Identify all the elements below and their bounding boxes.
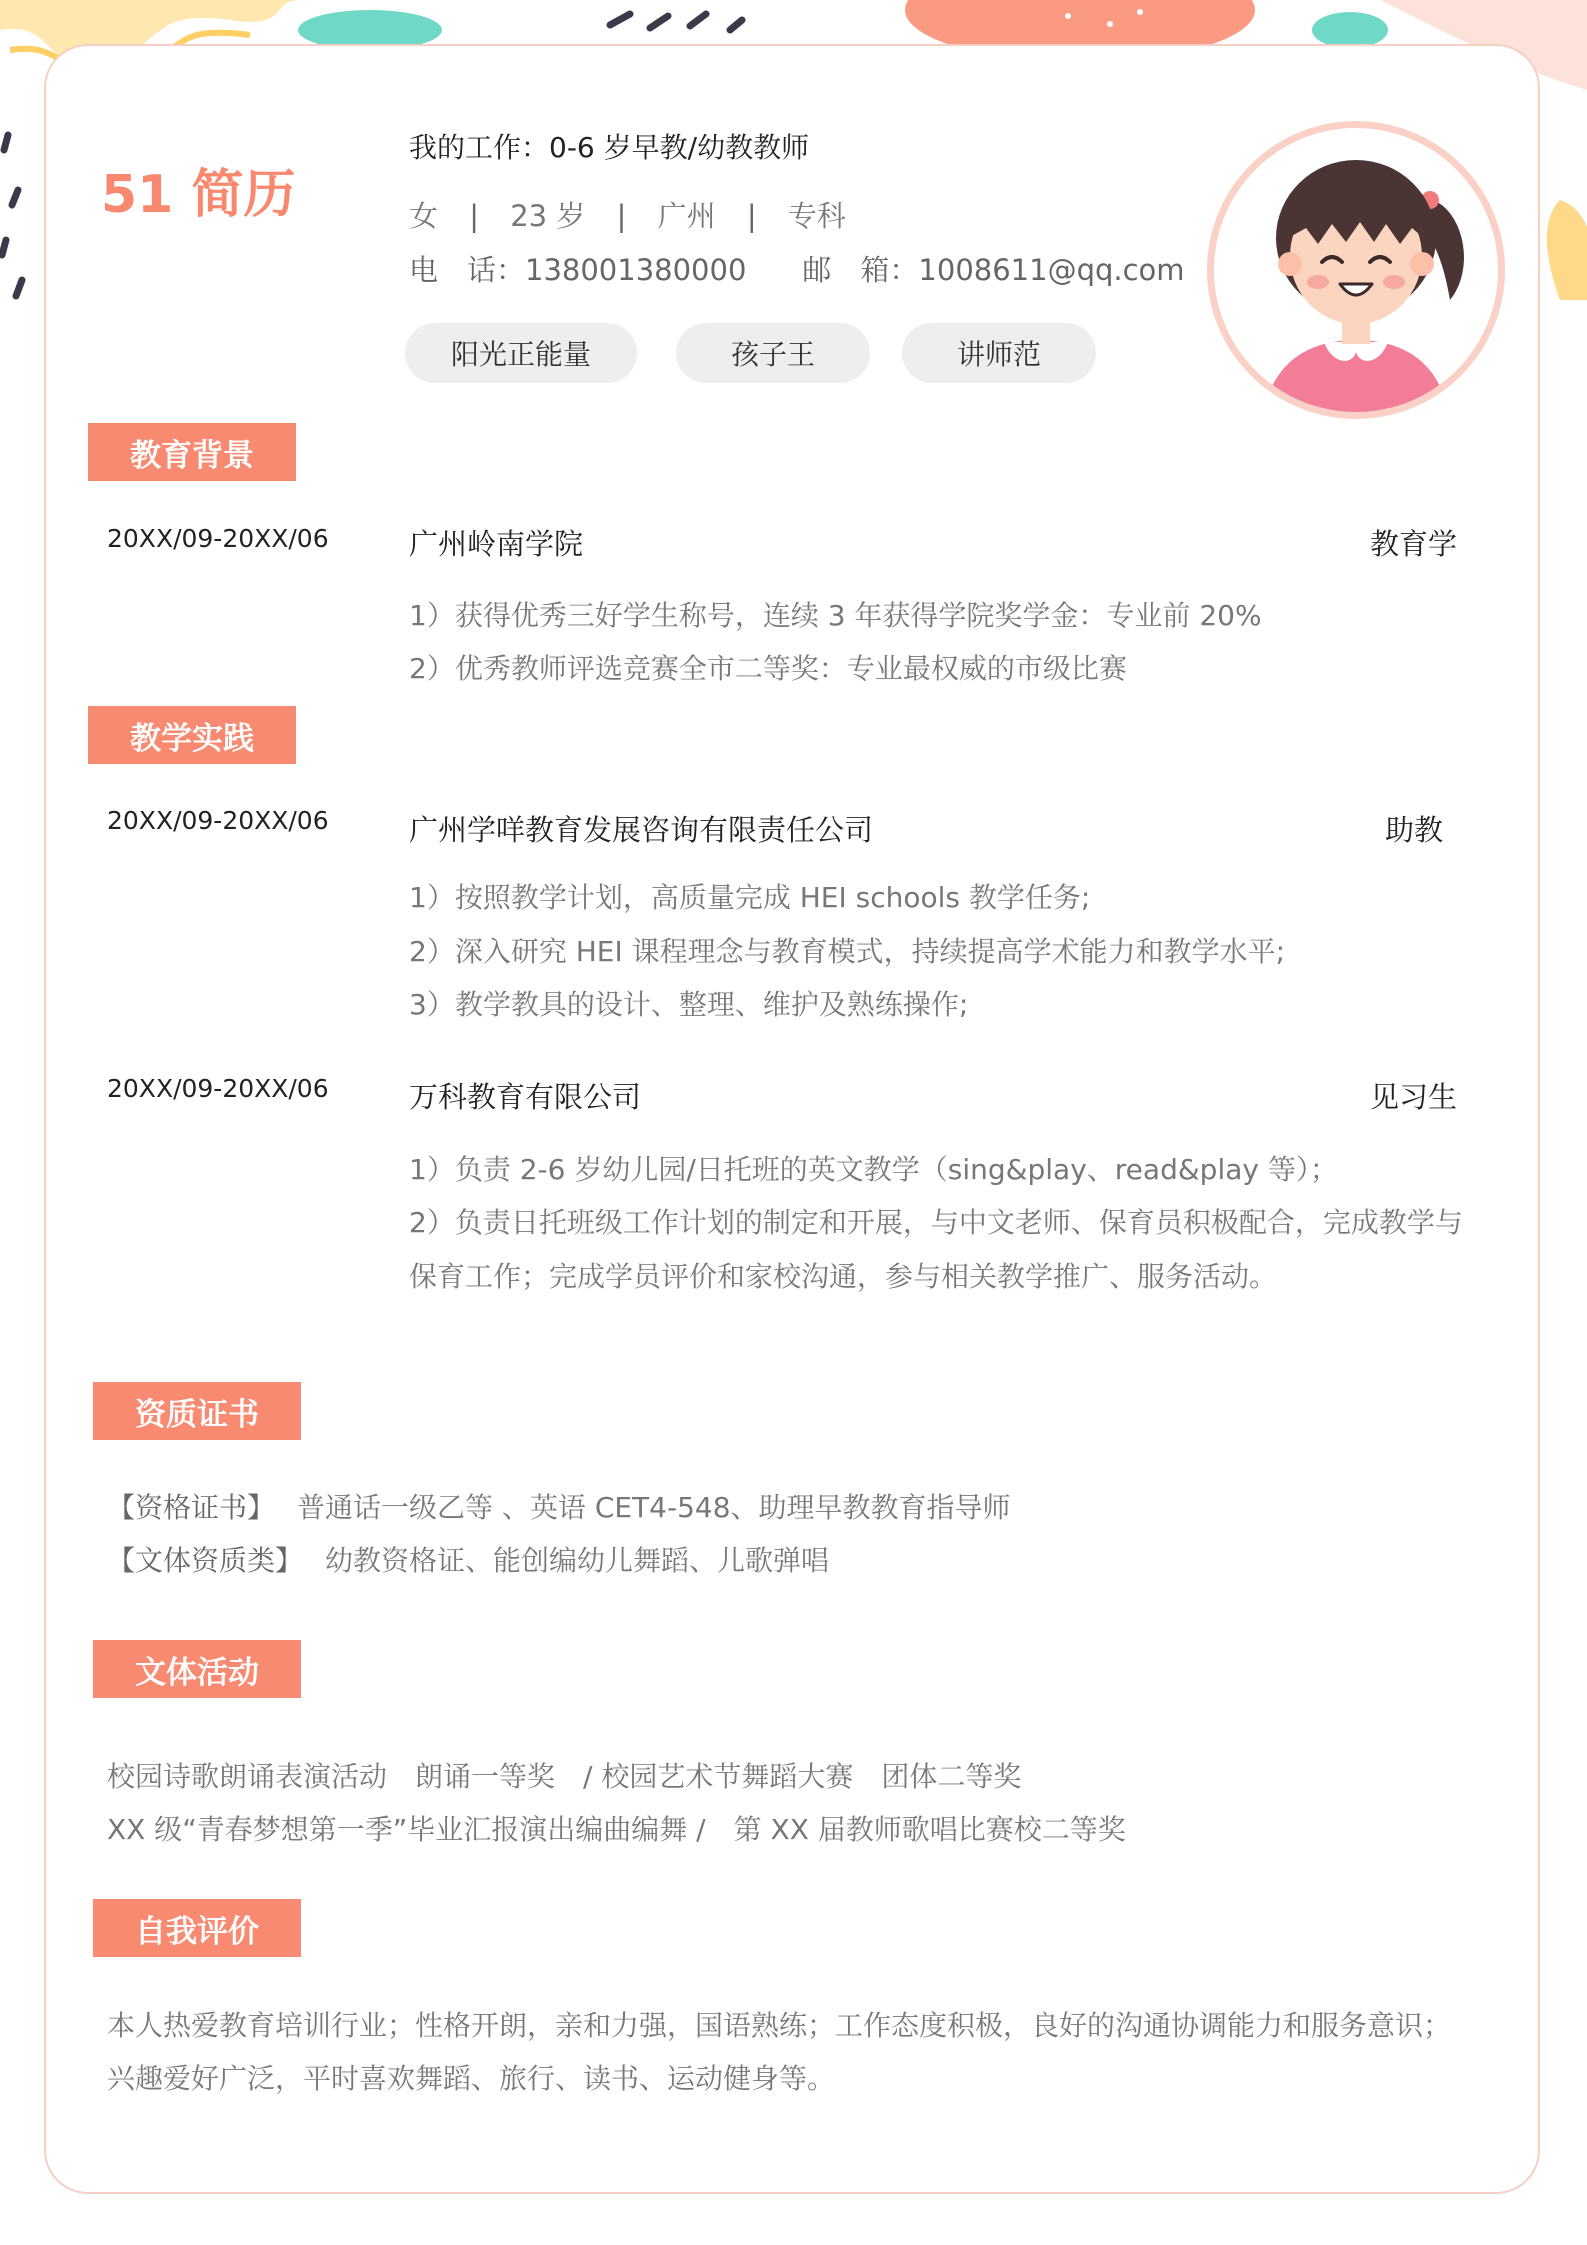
age: 23 岁 — [510, 199, 586, 233]
dash-marks-top — [610, 14, 742, 30]
tag-chip: 阳光正能量 — [405, 323, 637, 383]
coral-dot — [1107, 21, 1113, 27]
gender: 女 — [409, 199, 439, 233]
education-detail: 2）优秀教师评选竞赛全市二等奖：专业最权威的市级比赛 — [409, 652, 1127, 685]
basic-info-row — [409, 194, 846, 235]
section-heading-self-evaluation: 自我评价 — [93, 1899, 301, 1957]
city: 广州 — [657, 199, 716, 233]
section-heading-activities: 文体活动 — [93, 1640, 301, 1698]
dash-marks-left — [2, 135, 22, 296]
school-name: 广州岭南学院 — [409, 527, 584, 561]
tag-chip: 讲师范 — [902, 323, 1096, 383]
section-heading-teaching: 教学实践 — [88, 706, 296, 764]
education-detail: 1）获得优秀三好学生称号，连续 3 年获得学院奖学金：专业前 20% — [409, 599, 1262, 632]
yellow-blob-right — [1547, 200, 1587, 300]
major: 教育学 — [1369, 527, 1457, 561]
job-role: 见习生 — [1369, 1080, 1457, 1114]
avatar — [1207, 121, 1505, 419]
company-name: 广州学咩教育发展咨询有限责任公司 — [409, 813, 874, 847]
activity-line: 校园诗歌朗诵表演活动 朗诵一等奖 / 校园艺术节舞蹈大赛 团体二等奖 — [107, 1760, 1022, 1793]
contact-row — [409, 248, 1185, 289]
education-date: 20XX/09-20XX/06 — [107, 524, 329, 553]
certificate-row — [107, 1486, 1011, 1526]
tag-chip: 孩子王 — [676, 323, 870, 383]
girl-avatar-icon — [1214, 128, 1498, 412]
certificate-category: 【资格证书】 — [107, 1491, 276, 1524]
coral-dot — [1065, 13, 1071, 19]
brand-title: 51 简历 — [101, 165, 296, 225]
separator: | — [746, 199, 757, 233]
experience-detail: 1）负责 2-6 岁幼儿园/日托班的英文教学（sing&play、read&play 等）； — [409, 1153, 1338, 1186]
company-name: 万科教育有限公司 — [409, 1080, 642, 1114]
certificate-content: 普通话一级乙等 、英语 CET4-548、助理早教教育指导师 — [297, 1491, 1011, 1524]
section-heading-certificates: 资质证书 — [93, 1382, 301, 1440]
self-evaluation-line: 兴趣爱好广泛，平时喜欢舞蹈、旅行、读书、运动健身等。 — [107, 2062, 836, 2095]
experience-detail: 保育工作；完成学员评价和家校沟通，参与相关教学推广、服务活动。 — [409, 1260, 1278, 1293]
phone: 电 话：138001380000 — [409, 253, 747, 287]
experience-date: 20XX/09-20XX/06 — [107, 806, 329, 835]
certificate-content: 幼教资格证、能创编幼儿舞蹈、儿歌弹唱 — [325, 1544, 830, 1577]
section-heading-education: 教育背景 — [88, 423, 296, 481]
coral-dot — [1137, 9, 1143, 15]
experience-detail: 2）深入研究 HEI 课程理念与教育模式，持续提高学术能力和教学水平; — [409, 935, 1286, 968]
email: 邮 箱：1008611@qq.com — [802, 253, 1185, 287]
experience-date: 20XX/09-20XX/06 — [107, 1074, 329, 1103]
job-role: 助教 — [1384, 813, 1443, 847]
certificate-category: 【文体资质类】 — [107, 1544, 304, 1577]
teal-blob-right — [1312, 12, 1388, 48]
separator: | — [469, 199, 480, 233]
education-level: 专科 — [787, 199, 846, 233]
activity-line: XX 级“青春梦想第一季”毕业汇报演出编曲编舞 / 第 XX 届教师歌唱比赛校二等奖 — [107, 1813, 1126, 1846]
experience-detail: 1）按照教学计划，高质量完成 HEI schools 教学任务; — [409, 881, 1091, 914]
job-objective: 我的工作：0-6 岁早教/幼教教师 — [409, 131, 810, 164]
separator: | — [616, 199, 627, 233]
experience-detail: 3）教学教具的设计、整理、维护及熟练操作; — [409, 988, 969, 1021]
self-evaluation-line: 本人热爱教育培训行业；性格开朗，亲和力强，国语熟练；工作态度积极，良好的沟通协调能力和服务意识； — [107, 2009, 1452, 2042]
experience-detail: 2）负责日托班级工作计划的制定和开展，与中文老师、保育员积极配合，完成教学与 — [409, 1206, 1463, 1239]
certificate-row — [107, 1539, 829, 1579]
